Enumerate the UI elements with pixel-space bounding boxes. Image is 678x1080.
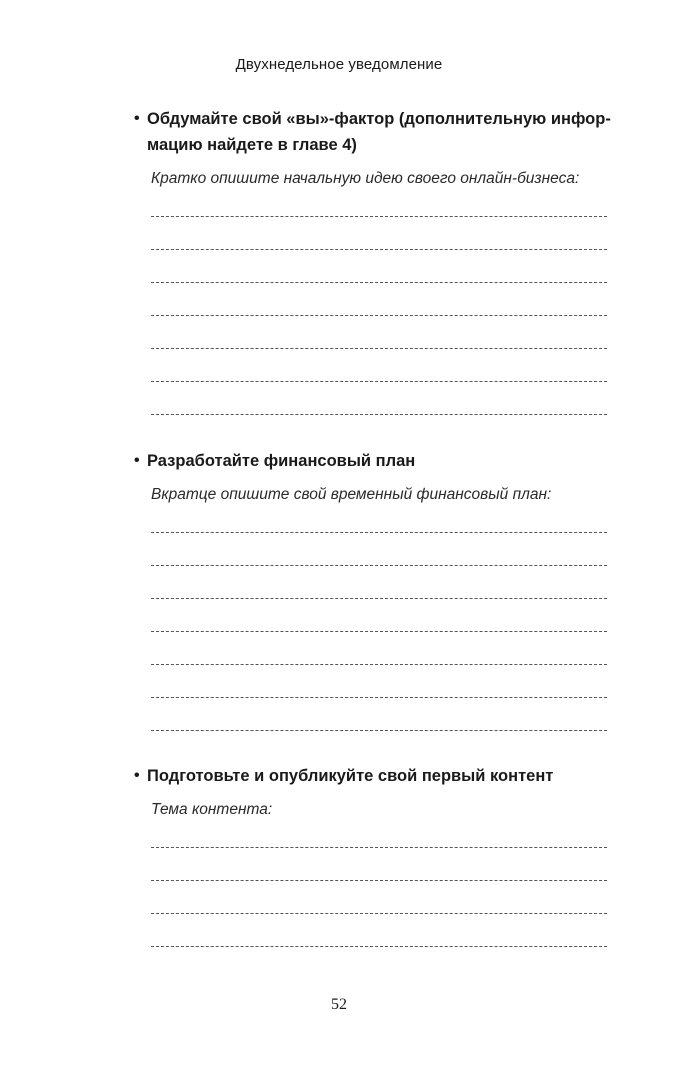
answer-line[interactable] bbox=[151, 510, 607, 543]
section-prompt: Тема контента: bbox=[151, 801, 273, 818]
section-heading bbox=[134, 763, 614, 789]
running-head: Двухнедельное уведомление bbox=[235, 56, 443, 73]
answer-line[interactable] bbox=[151, 642, 607, 675]
answer-line[interactable] bbox=[151, 194, 607, 227]
answer-line[interactable] bbox=[151, 576, 607, 609]
section-heading bbox=[134, 448, 614, 474]
heading-text bbox=[147, 106, 614, 158]
answer-line[interactable] bbox=[151, 675, 607, 708]
section-prompt: Вкратце опишите свой временный финансовый план: bbox=[151, 486, 552, 503]
answer-line[interactable] bbox=[151, 359, 607, 392]
answer-lines[interactable] bbox=[151, 825, 607, 957]
heading-line: мацию найдете в главе 4) bbox=[147, 136, 357, 154]
answer-line[interactable] bbox=[151, 543, 607, 576]
bullet-icon: • bbox=[134, 110, 140, 127]
answer-line[interactable] bbox=[151, 260, 607, 293]
answer-line[interactable] bbox=[151, 708, 607, 741]
answer-line[interactable] bbox=[151, 326, 607, 359]
page-number: 52 bbox=[331, 996, 347, 1013]
answer-line[interactable] bbox=[151, 227, 607, 260]
answer-lines[interactable] bbox=[151, 510, 607, 741]
section-financial-plan bbox=[134, 448, 614, 741]
bullet-icon: • bbox=[134, 452, 140, 469]
heading-text bbox=[147, 448, 614, 474]
heading-text bbox=[147, 763, 614, 789]
answer-line[interactable] bbox=[151, 293, 607, 326]
heading-line: Обдумайте свой «вы»-фактор (дополнительную инфор- bbox=[147, 110, 611, 128]
section-prompt: Кратко опишите начальную идею своего онлайн-бизнеса: bbox=[151, 170, 580, 187]
answer-line[interactable] bbox=[151, 891, 607, 924]
section-you-factor bbox=[134, 106, 614, 425]
section-first-content bbox=[134, 763, 614, 957]
section-heading bbox=[134, 106, 614, 158]
bullet-icon: • bbox=[134, 767, 140, 784]
answer-line[interactable] bbox=[151, 392, 607, 425]
heading-line: Подготовьте и опубликуйте свой первый контент bbox=[147, 767, 554, 785]
answer-lines[interactable] bbox=[151, 194, 607, 425]
answer-line[interactable] bbox=[151, 858, 607, 891]
answer-line[interactable] bbox=[151, 825, 607, 858]
heading-line: Разработайте финансовый план bbox=[147, 452, 416, 470]
answer-line[interactable] bbox=[151, 924, 607, 957]
answer-line[interactable] bbox=[151, 609, 607, 642]
